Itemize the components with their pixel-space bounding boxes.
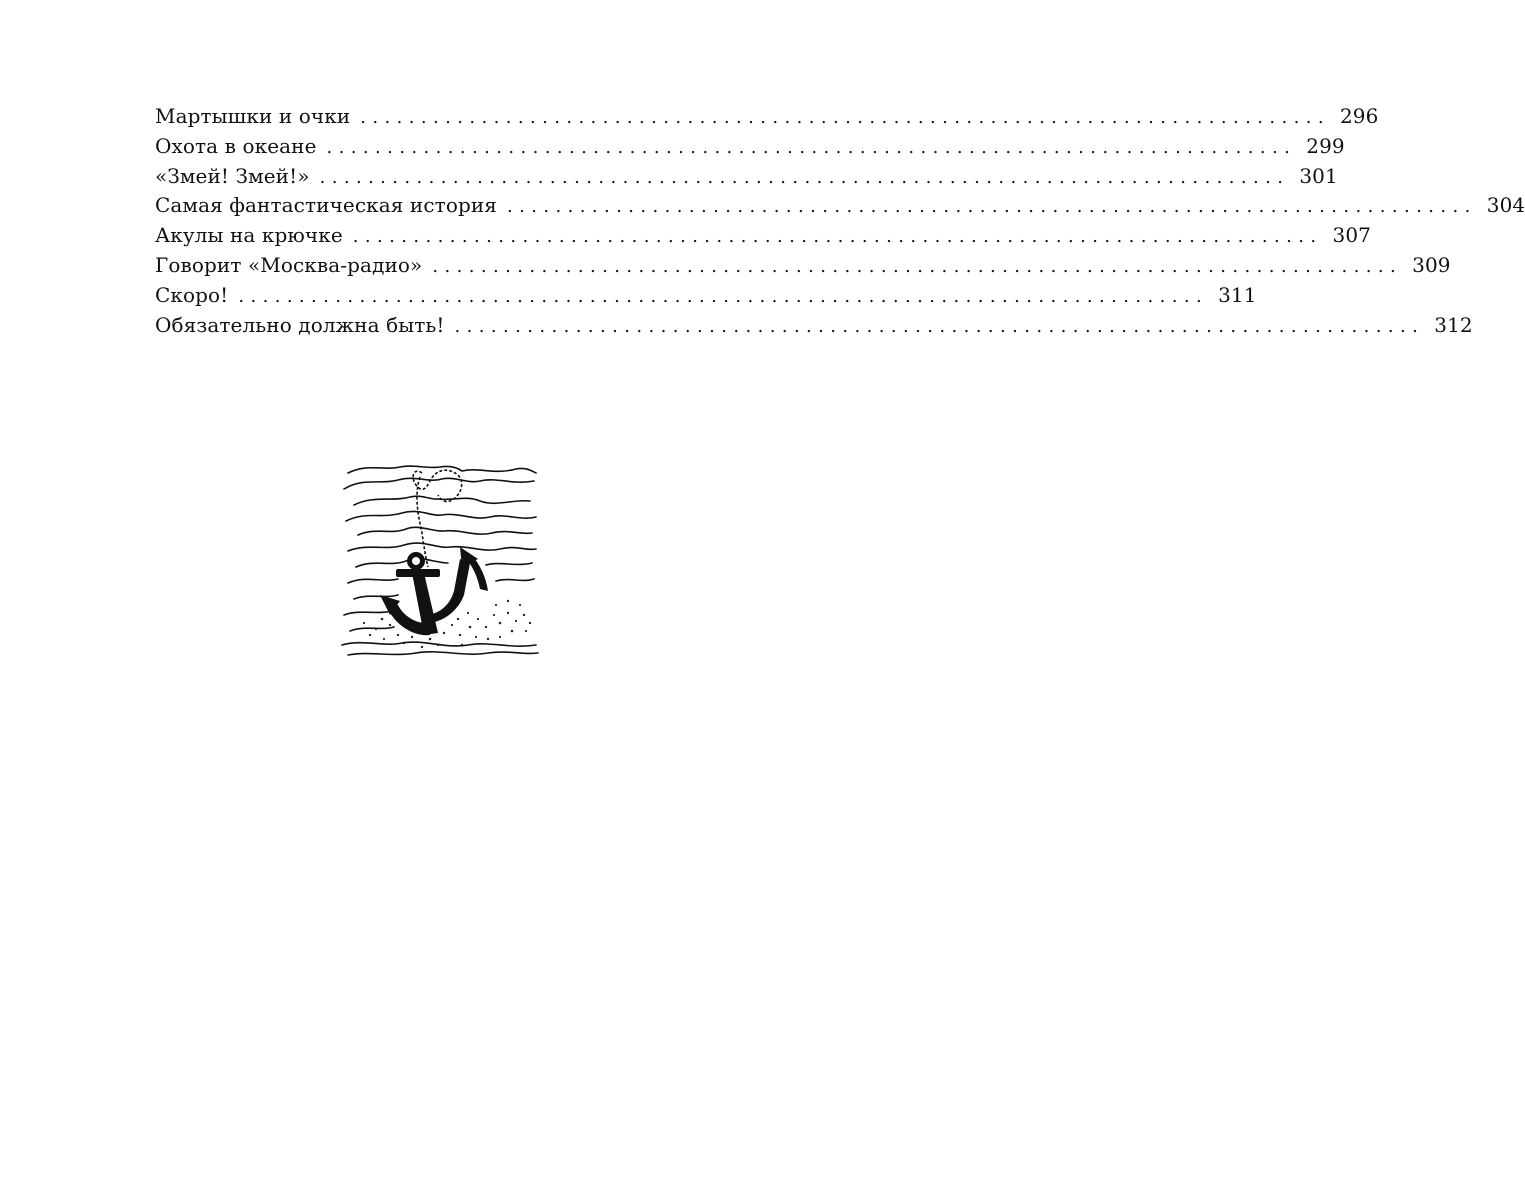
toc-entry-title: Охота в океане [155, 133, 317, 158]
toc-leader-dots: ................................................................................ [507, 196, 1477, 218]
toc-entry-page: 301 [1299, 163, 1338, 188]
toc-leader-dots: ................................................................................ [360, 107, 1330, 128]
toc-entry[interactable] [155, 312, 1473, 343]
toc-leader-dots: ................................................................................ [352, 226, 1323, 248]
toc-entry[interactable] [155, 252, 1451, 283]
toc-leader-dots: ................................................................................ [432, 255, 1403, 277]
toc-leader-dots: ................................................................................ [454, 315, 1425, 337]
toc-entry-page: 312 [1434, 312, 1473, 337]
toc-entry-title: Обязательно должна быть! [155, 312, 445, 337]
toc-entry[interactable] [155, 282, 1257, 313]
toc-entry[interactable] [155, 223, 1371, 253]
toc-entry-title: Самая фантастическая история [155, 193, 498, 218]
toc-entry-title: Мартышки и очки [155, 104, 351, 128]
toc-entry[interactable] [155, 104, 1379, 134]
toc-entry-title: Говорит «Москва-радио» [155, 252, 423, 277]
toc-entry-title: «Змей! Змей!» [155, 163, 310, 188]
toc-entry-page: 309 [1412, 252, 1451, 277]
toc-entry-page: 296 [1339, 104, 1379, 128]
toc-leader-dots: ................................................................................ [326, 136, 1297, 158]
table-of-contents [155, 104, 1525, 342]
anchor-icon [340, 455, 542, 660]
anchor-illustration [340, 455, 542, 660]
toc-leader-dots: ................................................................................ [238, 285, 1209, 307]
toc-entry-page: 307 [1332, 223, 1371, 248]
toc-entry[interactable] [155, 163, 1338, 194]
toc-entry-page: 299 [1306, 133, 1345, 158]
toc-entry-title: Скоро! [155, 282, 229, 307]
toc-entry[interactable] [155, 133, 1345, 164]
toc-entry-title: Акулы на крючке [155, 223, 343, 248]
toc-entry[interactable] [155, 193, 1525, 223]
toc-leader-dots: ................................................................................ [319, 166, 1290, 188]
toc-entry-page: 304 [1486, 193, 1525, 218]
toc-entry-page: 311 [1218, 282, 1257, 307]
